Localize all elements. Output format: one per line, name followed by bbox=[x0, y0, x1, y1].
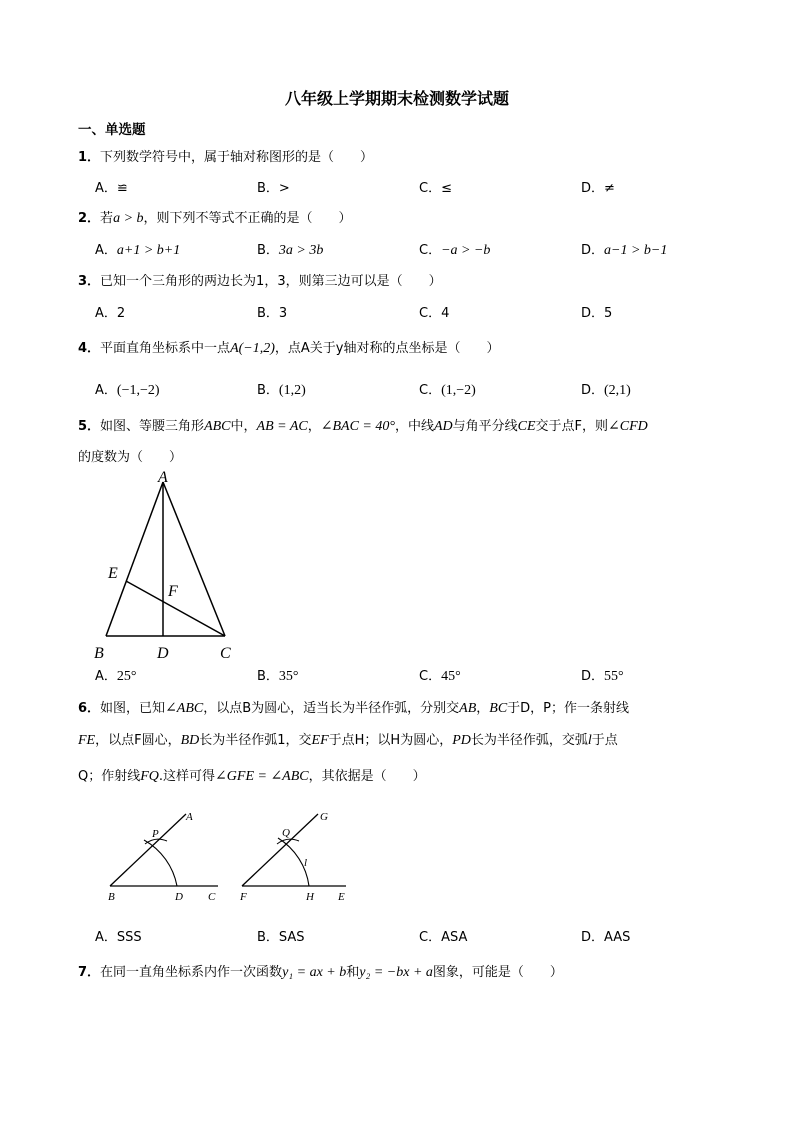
label-q: Q bbox=[282, 827, 290, 839]
option-c: C．−a > −b bbox=[419, 243, 491, 258]
question-number: 3． bbox=[78, 274, 101, 289]
page-title: 八年级上学期期末检测数学试题 bbox=[284, 89, 509, 108]
arc-dp bbox=[144, 840, 177, 886]
question-5: 5．如图、等腰三角形ABC中，AB = AC，∠BAC = 40°，中线AD与角平分线CE交于点F，则∠CFD bbox=[78, 419, 648, 434]
option-a: A．SSS bbox=[95, 930, 142, 945]
option-c: C．(1,−2) bbox=[419, 383, 476, 398]
question-number: 6． bbox=[78, 701, 101, 716]
option-d: D．55° bbox=[581, 669, 624, 684]
label-a: A bbox=[158, 469, 168, 486]
question-number: 2． bbox=[78, 211, 101, 226]
option-a: A．(−1,−2) bbox=[95, 383, 160, 398]
option-c: C．4 bbox=[419, 306, 450, 321]
question-number: 5． bbox=[78, 419, 101, 434]
math-expression: A(−1,2) bbox=[230, 341, 275, 356]
option-c: C．45° bbox=[419, 669, 461, 684]
question-text: Q；作射线FQ.这样可得∠GFE = ∠ABC，其依据是（ ） bbox=[78, 769, 426, 784]
option-a: A．≌ bbox=[95, 181, 128, 196]
label-d: D bbox=[175, 891, 183, 903]
option-b: B．> bbox=[257, 181, 290, 196]
triangle-figure bbox=[92, 468, 242, 664]
question-number: 1． bbox=[78, 150, 101, 165]
question-6: 6．如图，已知∠ABC，以点B为圆心，适当长为半径作弧，分别交AB，BC于D，P；作一条射线 bbox=[78, 701, 630, 716]
question-text: ，点A关于y轴对称的点坐标是（ ） bbox=[274, 341, 500, 356]
label-e: E bbox=[108, 565, 118, 582]
question-number: 7． bbox=[78, 965, 101, 980]
option-a: A．2 bbox=[95, 306, 126, 321]
question-text: 的度数为（ ） bbox=[78, 450, 183, 465]
side-ac bbox=[163, 482, 225, 636]
question-text: ，则下列不等式不正确的是（ ） bbox=[143, 211, 352, 226]
option-d: D．(2,1) bbox=[581, 383, 631, 398]
question-number: 4． bbox=[78, 341, 101, 356]
angle-abc-figure bbox=[100, 806, 230, 906]
label-e: E bbox=[338, 891, 345, 903]
label-d: D bbox=[157, 645, 169, 662]
label-b: B bbox=[94, 645, 104, 662]
question-text: 若 bbox=[100, 211, 114, 226]
label-c: C bbox=[208, 891, 216, 903]
label-f: F bbox=[240, 891, 247, 903]
question-text: 平面直角坐标系中一点 bbox=[100, 341, 231, 356]
label-f: F bbox=[168, 583, 178, 600]
option-c: C．ASA bbox=[419, 930, 468, 945]
option-d: D．a−1 > b−1 bbox=[581, 243, 668, 258]
option-b: B．3a > 3b bbox=[257, 243, 324, 258]
question-7: 7．在同一直角坐标系内作一次函数y₁ = ax + b和y₂ = −bx + a图象，可能是（ ） bbox=[78, 965, 563, 980]
option-d: D．≠ bbox=[581, 181, 615, 196]
option-d: D．AAS bbox=[581, 930, 631, 945]
option-d: D．5 bbox=[581, 306, 613, 321]
label-l: l bbox=[304, 857, 308, 869]
option-a: A．a+1 > b+1 bbox=[95, 243, 181, 258]
label-g: G bbox=[320, 811, 328, 823]
question-text: 已知一个三角形的两边长为1，3，则第三边可以是（ ） bbox=[100, 274, 442, 289]
question-text: 下列数学符号中，属于轴对称图形的是（ ） bbox=[100, 150, 374, 165]
option-b: B．35° bbox=[257, 669, 299, 684]
option-c: C．≤ bbox=[419, 181, 452, 196]
question-4 bbox=[78, 337, 499, 357]
label-a: A bbox=[186, 811, 193, 823]
section-heading: 一、单选题 bbox=[78, 122, 146, 138]
option-a: A．25° bbox=[95, 669, 137, 684]
angle-gfe-figure bbox=[232, 806, 362, 906]
label-p: P bbox=[152, 828, 159, 840]
option-b: B．3 bbox=[257, 306, 288, 321]
option-b: B．(1,2) bbox=[257, 383, 306, 398]
question-1 bbox=[78, 146, 373, 165]
label-h: H bbox=[306, 891, 314, 903]
label-c: C bbox=[220, 645, 231, 662]
question-text: FE，以点F圆心，BD长为半径作弧1，交EF于点H；以H为圆心，PD长为半径作弧，交弧l于点 bbox=[78, 733, 618, 748]
question-3 bbox=[78, 270, 442, 289]
option-b: B．SAS bbox=[257, 930, 305, 945]
label-b: B bbox=[108, 891, 115, 903]
math-expression: a > b bbox=[113, 211, 144, 226]
question-2 bbox=[78, 207, 352, 227]
side-ab bbox=[106, 482, 163, 636]
